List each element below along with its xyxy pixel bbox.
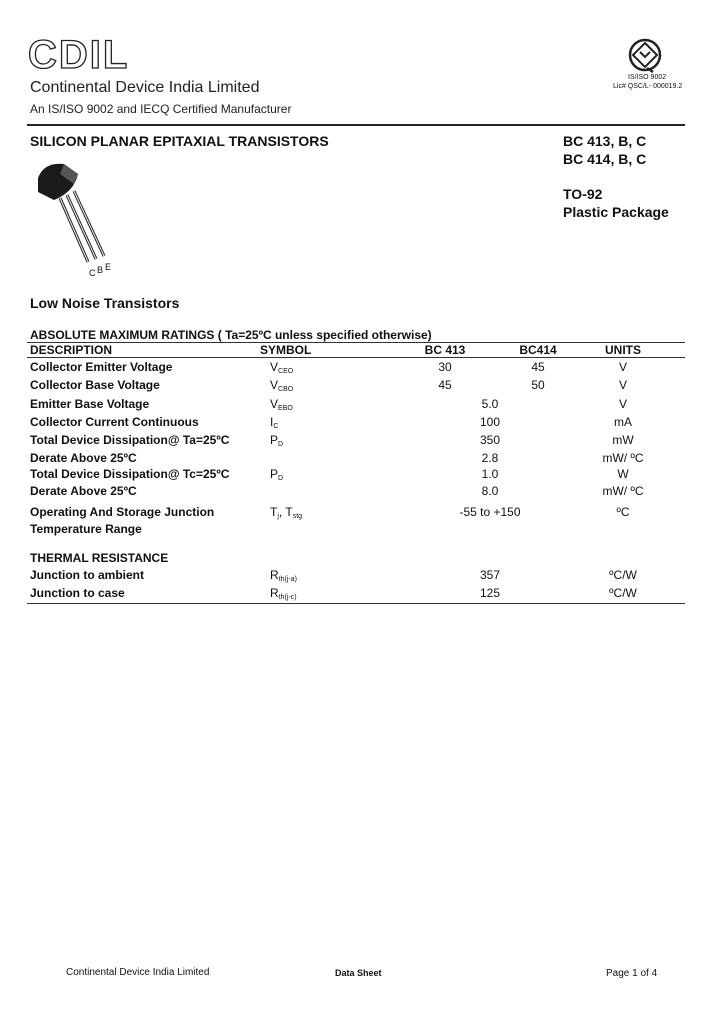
- cert-line-1: IS/ISO 9002: [628, 74, 667, 81]
- thermal-value: 357: [479, 568, 501, 582]
- rating-value-common: 2.8: [481, 451, 499, 465]
- rating-value-common: 5.0: [481, 397, 499, 411]
- symbol-subscript: j: [277, 513, 279, 520]
- rating-symbol: [270, 378, 293, 393]
- part-number-1: BC 413, B, C: [563, 133, 647, 149]
- col-bc413: BC 413: [424, 343, 466, 357]
- pin-label-c: C: [89, 268, 96, 278]
- rating-unit: mW/ ºC: [602, 484, 644, 498]
- certification-tagline: An IS/ISO 9002 and IECQ Certified Manufacturer: [30, 102, 292, 116]
- symbol-subscript: th(j-c): [278, 594, 297, 601]
- symbol-main: V: [270, 360, 279, 374]
- thermal-symbol: [270, 586, 297, 601]
- rating-description: Derate Above 25ºC: [30, 484, 137, 498]
- footer-company: Continental Device India Limited: [66, 967, 210, 978]
- rating-unit: ºC: [616, 505, 630, 519]
- rating-value-common: 1.0: [481, 467, 499, 481]
- rating-value-common: 100: [479, 415, 501, 429]
- pin-label-b: B: [97, 265, 104, 275]
- rating-description: Collector Base Voltage: [30, 378, 160, 392]
- col-units: UNITS: [605, 343, 641, 357]
- rating-value-bc414: 50: [531, 378, 545, 392]
- rating-description: Collector Current Continuous: [30, 415, 199, 429]
- symbol-main: R: [270, 568, 279, 582]
- rating-description: Operating And Storage Junction: [30, 505, 215, 519]
- rating-description: Emitter Base Voltage: [30, 397, 150, 411]
- rating-value-common: 350: [479, 433, 501, 447]
- rating-symbol: [270, 360, 293, 375]
- to92-package-drawing: [30, 158, 120, 278]
- symbol-main-2: , T: [278, 505, 293, 519]
- symbol-main: I: [270, 415, 274, 429]
- rating-unit: mW: [612, 433, 634, 447]
- pin-label-e: E: [105, 262, 112, 272]
- symbol-subscript: C: [273, 423, 279, 430]
- rating-symbol: [270, 397, 293, 412]
- symbol-main: R: [270, 586, 279, 600]
- rating-description: Total Device Dissipation@ Tc=25ºC: [30, 467, 230, 481]
- col-description: DESCRIPTION: [30, 343, 113, 357]
- rating-unit: W: [617, 467, 629, 481]
- rating-description-cont: Temperature Range: [30, 522, 142, 536]
- symbol-subscript: th(j-a): [278, 576, 297, 583]
- rating-description: Collector Emitter Voltage: [30, 360, 173, 374]
- thermal-symbol: [270, 568, 297, 583]
- thermal-description: Junction to ambient: [30, 568, 144, 582]
- section-subtitle: Low Noise Transistors: [30, 295, 180, 311]
- rating-symbol: [270, 505, 302, 520]
- symbol-main: T: [270, 505, 278, 519]
- col-bc414: BC414: [519, 343, 557, 357]
- package-description: Plastic Package: [563, 204, 669, 220]
- ratings-heading: ABSOLUTE MAXIMUM RATINGS ( Ta=25ºC unless specified otherwise): [30, 328, 432, 342]
- rating-value-bc413: 30: [438, 360, 452, 374]
- symbol-main: P: [270, 467, 279, 481]
- rating-unit: V: [618, 360, 627, 374]
- col-symbol: SYMBOL: [260, 343, 312, 357]
- package-type: TO-92: [563, 186, 603, 202]
- cert-line-2: Lic# QSC/L- 000019.2: [613, 83, 683, 90]
- rating-unit: mA: [614, 415, 632, 429]
- thermal-unit: ºC/W: [609, 568, 637, 582]
- thermal-unit: ºC/W: [609, 586, 637, 600]
- rating-unit: mW/ ºC: [602, 451, 644, 465]
- rating-value-bc413: 45: [438, 378, 452, 392]
- footer-doc-type: Data Sheet: [335, 968, 382, 978]
- table-bottom-rule: [27, 603, 685, 604]
- symbol-subscript-2: stg: [292, 513, 303, 520]
- rating-value-common: -55 to +150: [459, 505, 521, 519]
- certification-mark-icon: [627, 37, 663, 73]
- rating-description: Total Device Dissipation@ Ta=25ºC: [30, 433, 230, 447]
- part-number-2: BC 414, B, C: [563, 151, 647, 167]
- footer-page-number: Page 1 of 4: [606, 968, 658, 979]
- thermal-heading: THERMAL RESISTANCE: [30, 551, 169, 565]
- symbol-subscript: D: [278, 441, 284, 448]
- cdil-logo-text: CDIL: [28, 36, 130, 72]
- page-title: SILICON PLANAR EPITAXIAL TRANSISTORS: [30, 133, 329, 149]
- header-row-rule: [27, 357, 685, 358]
- rating-value-common: 8.0: [481, 484, 499, 498]
- symbol-main: P: [270, 433, 279, 447]
- rating-value-bc414: 45: [531, 360, 545, 374]
- symbol-subscript: D: [278, 475, 284, 482]
- symbol-subscript: CBO: [278, 386, 294, 393]
- thermal-value: 125: [479, 586, 501, 600]
- rating-description: Derate Above 25ºC: [30, 451, 137, 465]
- company-name: Continental Device India Limited: [30, 79, 260, 96]
- thermal-description: Junction to case: [30, 586, 125, 600]
- cdil-logo: [28, 36, 134, 72]
- symbol-main: V: [270, 378, 279, 392]
- header-divider: [27, 124, 685, 126]
- rating-symbol: [270, 415, 278, 430]
- symbol-subscript: EBO: [278, 405, 293, 412]
- rating-symbol: [270, 433, 283, 448]
- rating-unit: V: [618, 397, 627, 411]
- symbol-main: V: [270, 397, 279, 411]
- symbol-subscript: CEO: [278, 368, 294, 375]
- rating-unit: V: [618, 378, 627, 392]
- rating-symbol: [270, 467, 283, 482]
